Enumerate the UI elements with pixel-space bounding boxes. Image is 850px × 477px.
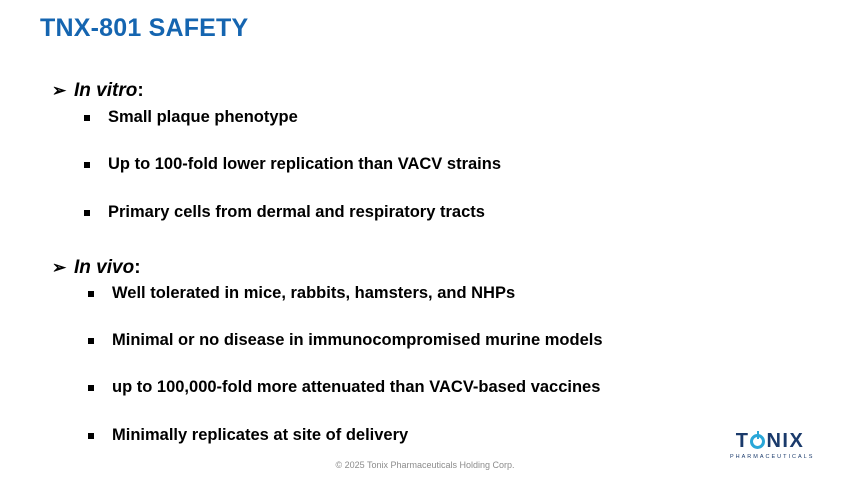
logo-letter-t: T xyxy=(735,430,750,452)
square-bullet-icon xyxy=(88,433,94,439)
page-title: TNX-801 SAFETY xyxy=(40,14,249,42)
bullet-text: Up to 100-fold lower replication than VACV strains xyxy=(108,155,502,173)
tonix-logo xyxy=(730,430,815,460)
bullet-item xyxy=(84,203,485,222)
section-label: In vitro xyxy=(74,80,138,101)
square-bullet-icon xyxy=(84,115,90,121)
bullet-item xyxy=(88,378,600,397)
bullet-text: Minimally replicates at site of delivery xyxy=(112,426,409,444)
square-bullet-icon xyxy=(88,291,94,297)
section-colon: : xyxy=(137,80,144,101)
arrow-bullet-icon: ➢ xyxy=(52,81,67,100)
logo-wordmark xyxy=(730,430,810,453)
bullet-item xyxy=(88,284,515,303)
bullet-text: up to 100,000-fold more attenuated than VACV-based vaccines xyxy=(112,378,601,396)
logo-subtitle: PHARMACEUTICALS xyxy=(730,454,815,460)
section-heading-in-vivo xyxy=(52,257,141,279)
square-bullet-icon xyxy=(88,338,94,344)
arrow-bullet-icon: ➢ xyxy=(52,258,67,277)
copyright-footer: © 2025 Tonix Pharmaceuticals Holding Corp. xyxy=(335,460,515,470)
bullet-text: Small plaque phenotype xyxy=(108,108,298,126)
power-o-icon xyxy=(750,434,765,449)
square-bullet-icon xyxy=(84,210,90,216)
bullet-item xyxy=(88,331,603,350)
bullet-item xyxy=(84,108,298,127)
bullet-item xyxy=(84,155,501,174)
square-bullet-icon xyxy=(88,385,94,391)
bullet-text: Well tolerated in mice, rabbits, hamsters, and NHPs xyxy=(112,284,516,302)
section-label: In vivo xyxy=(74,257,135,278)
square-bullet-icon xyxy=(84,162,90,168)
logo-letters-nix: NIX xyxy=(766,430,805,452)
section-heading-in-vitro xyxy=(52,80,144,102)
bullet-text: Primary cells from dermal and respiratory tracts xyxy=(108,203,485,221)
bullet-text: Minimal or no disease in immunocompromised murine models xyxy=(112,331,603,349)
bullet-item xyxy=(88,426,408,445)
section-colon: : xyxy=(134,257,141,278)
